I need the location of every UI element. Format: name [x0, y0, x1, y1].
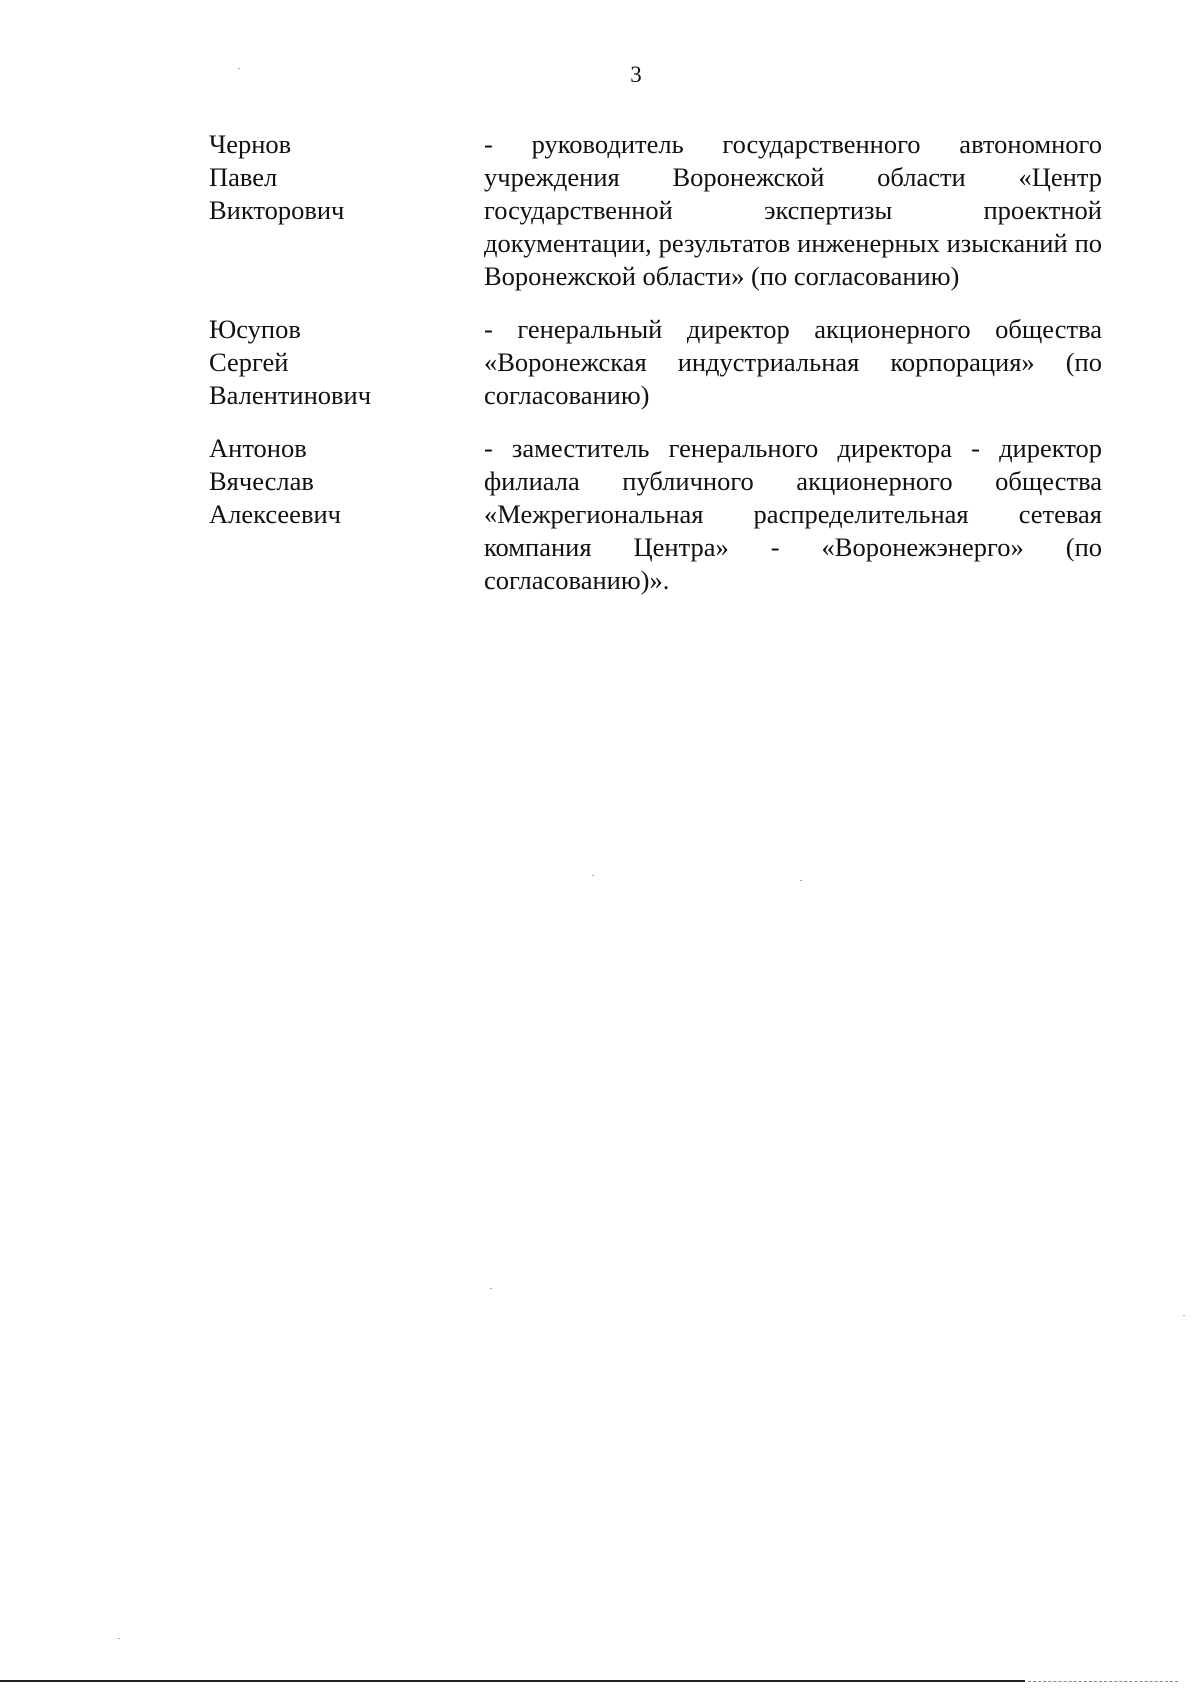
scan-speck: [800, 880, 802, 881]
member-entry: [209, 432, 1102, 597]
member-full-name: [209, 128, 484, 293]
member-entry: [209, 128, 1102, 293]
page-number: 3: [630, 62, 642, 87]
member-patronymic: Викторович: [209, 195, 345, 225]
member-role: - генеральный директор акционерного общества «Воронежская индустриальная корпорация» (по согласованию): [484, 314, 1102, 410]
member-patronymic: Алексеевич: [209, 499, 341, 529]
member-first-name: Вячеслав: [209, 466, 314, 496]
member-entry: [209, 313, 1102, 412]
scan-speck: [490, 1288, 492, 1289]
bottom-rule: [0, 1680, 1025, 1682]
member-role: - руководитель государственного автономного учреждения Воронежской области «Центр государственной экспертизы проектной документации, результатов инженерных изысканий по Воронежской области» (по согласованию): [484, 129, 1102, 291]
scan-speck: [118, 1638, 120, 1639]
member-patronymic: Валентинович: [209, 380, 372, 410]
scan-speck: [238, 68, 240, 69]
member-surname: Юсупов: [209, 314, 301, 344]
member-surname: Чернов: [209, 129, 292, 159]
member-full-name: [209, 313, 484, 412]
member-first-name: Павел: [209, 162, 278, 192]
member-first-name: Сергей: [209, 347, 289, 377]
member-full-name: [209, 432, 484, 597]
members-list: [209, 128, 1102, 597]
member-surname: Антонов: [209, 433, 307, 463]
scan-speck: [592, 875, 594, 876]
member-role: - заместитель генерального директора - директор филиала публичного акционерного общества «Межрегиональная распределительная сетевая компания Центра» - «Воронежэнерго» (по согласованию)».: [484, 433, 1102, 595]
bottom-rule-tail: [1028, 1681, 1178, 1682]
scan-speck: [1183, 1315, 1185, 1316]
